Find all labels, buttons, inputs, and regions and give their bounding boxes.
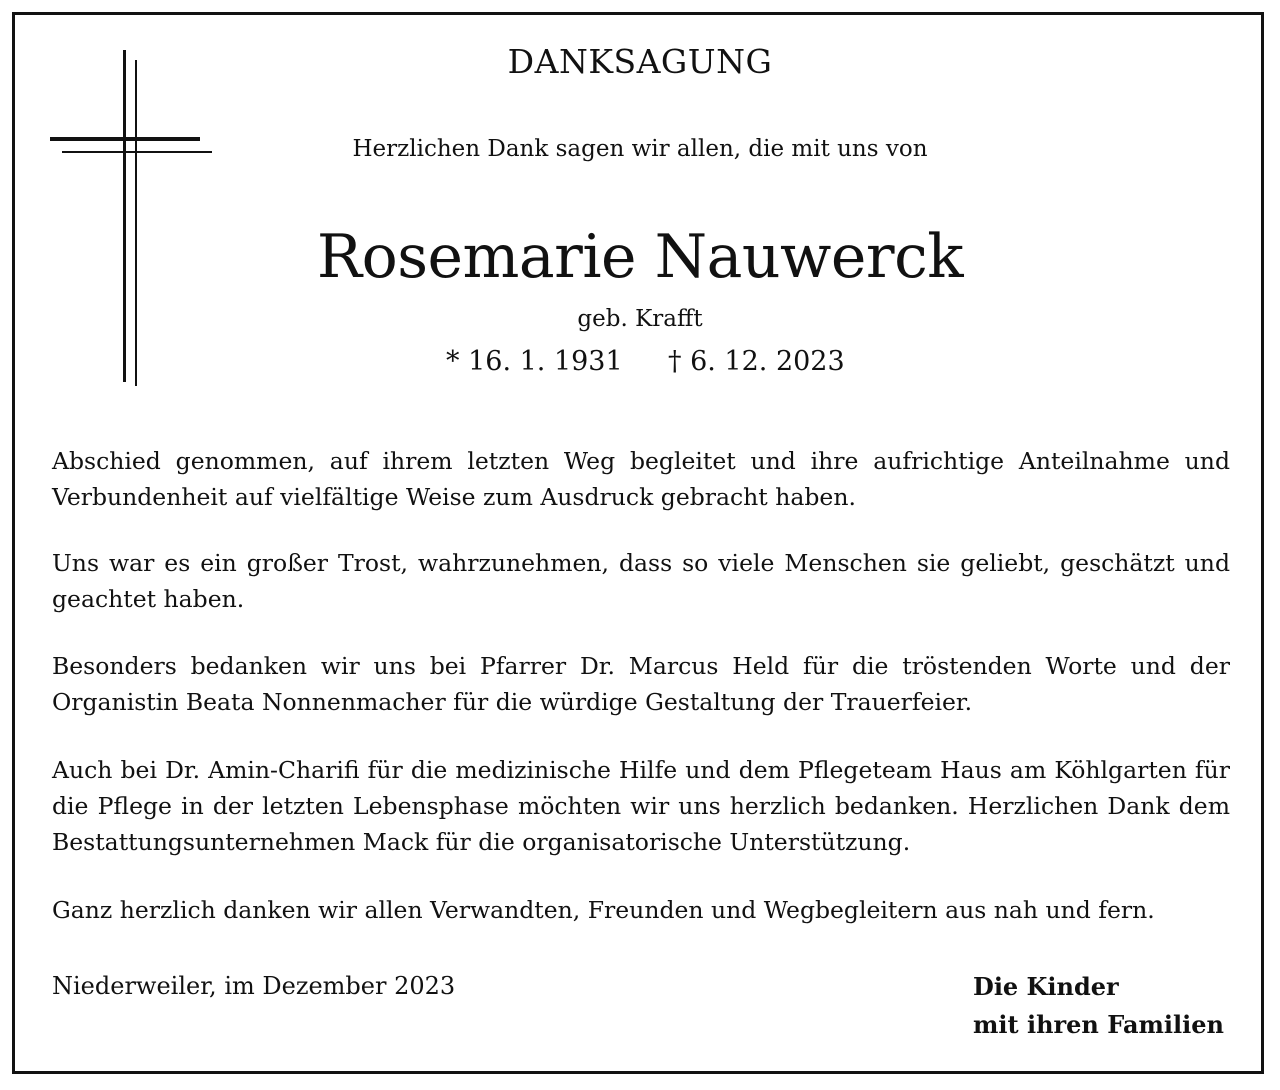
place-and-date: Niederweiler, im Dezember 2023 — [52, 972, 456, 1000]
notice-heading: DANKSAGUNG — [507, 42, 773, 81]
signature-line: Die Kinder — [973, 972, 1119, 1001]
birth-name: geb. Krafft — [577, 306, 703, 332]
paragraph: Besonders bedanken wir uns bei Pfarrer Dr. Marcus Held für die tröstenden Worte und der Organistin Beata Nonnenmacher für die würdige Gestaltung der Trauerfeier. — [52, 652, 1230, 716]
death-date: † 6. 12. 2023 — [668, 346, 845, 377]
paragraph: Auch bei Dr. Amin-Charifi für die medizinische Hilfe und dem Pflegeteam Haus am Köhlgarten für die Pflege in der letzten Lebensphase möchten wir uns herzlich bedanken. Herzlichen Dank dem Bestattungsunternehmen Mack für die organisatorische Unterstützung. — [52, 756, 1230, 856]
intro-text: Herzlichen Dank sagen wir allen, die mit uns von — [352, 136, 928, 162]
birth-date: * 16. 1. 1931 — [446, 346, 623, 377]
paragraph: Ganz herzlich danken wir allen Verwandten, Freunden und Wegbegleitern aus nah und fern. — [52, 896, 1155, 924]
paragraph: Uns war es ein großer Trost, wahrzunehmen, dass so viele Menschen sie geliebt, geschätzt und geachtet haben. — [52, 549, 1230, 613]
paragraph: Abschied genommen, auf ihrem letzten Weg begleitet und ihre aufrichtige Anteilnahme und Verbundenheit auf vielfältige Weise zum Ausdruck gebracht haben. — [52, 447, 1230, 511]
deceased-name: Rosemarie Nauwerck — [316, 222, 964, 292]
signature-line: mit ihren Familien — [973, 1010, 1224, 1039]
